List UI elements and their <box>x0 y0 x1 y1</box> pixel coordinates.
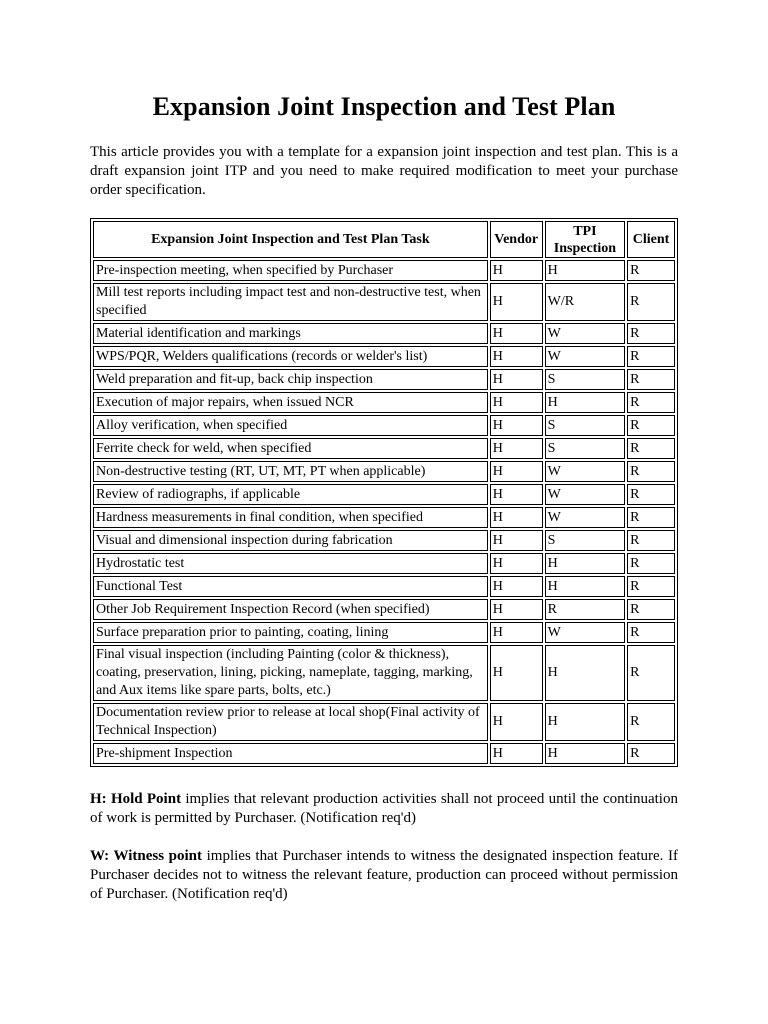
table-row <box>93 530 675 551</box>
client-cell: R <box>627 599 675 620</box>
tpi-cell: W <box>545 323 626 344</box>
table-row <box>93 484 675 505</box>
client-cell: R <box>627 283 675 321</box>
task-cell: Execution of major repairs, when issued NCR <box>93 392 488 413</box>
vendor-cell: H <box>490 438 543 459</box>
tpi-cell: H <box>545 553 626 574</box>
task-cell: WPS/PQR, Welders qualifications (records or welder's list) <box>93 346 488 367</box>
tpi-cell: H <box>545 743 626 764</box>
task-cell: Alloy verification, when specified <box>93 415 488 436</box>
table-row <box>93 622 675 643</box>
tpi-cell: W <box>545 507 626 528</box>
vendor-cell: H <box>490 461 543 482</box>
client-cell: R <box>627 622 675 643</box>
client-cell: R <box>627 743 675 764</box>
client-cell: R <box>627 703 675 741</box>
client-cell: R <box>627 507 675 528</box>
client-cell: R <box>627 484 675 505</box>
tpi-cell: S <box>545 415 626 436</box>
client-cell: R <box>627 645 675 701</box>
tpi-cell: R <box>545 599 626 620</box>
table-header-row <box>93 221 675 258</box>
client-cell: R <box>627 461 675 482</box>
vendor-cell: H <box>490 484 543 505</box>
table-row <box>93 703 675 741</box>
tpi-cell: H <box>545 392 626 413</box>
table-row <box>93 461 675 482</box>
vendor-cell: H <box>490 703 543 741</box>
table-row <box>93 507 675 528</box>
table-row <box>93 576 675 597</box>
tpi-cell: H <box>545 645 626 701</box>
intro-paragraph: This article provides you with a template for a expansion joint inspection and test plan. This is a draft expansion joint ITP and you need to make required modification to meet your purchase order specification. <box>90 144 678 198</box>
header-tpi-inspection: TPI Inspection <box>545 221 626 258</box>
header-task: Expansion Joint Inspection and Test Plan Task <box>93 221 488 258</box>
itp-table <box>90 218 678 767</box>
task-cell: Hardness measurements in final condition, when specified <box>93 507 488 528</box>
task-cell: Pre-shipment Inspection <box>93 743 488 764</box>
vendor-cell: H <box>490 553 543 574</box>
client-cell: R <box>627 415 675 436</box>
task-cell: Mill test reports including impact test and non-destructive test, when specified <box>93 283 488 321</box>
task-cell: Documentation review prior to release at local shop(Final activity of Technical Inspection) <box>93 703 488 741</box>
hold-point-definition <box>90 790 678 828</box>
vendor-cell: H <box>490 599 543 620</box>
tpi-cell: H <box>545 260 626 281</box>
tpi-cell: S <box>545 369 626 390</box>
table-row <box>93 645 675 701</box>
task-cell: Review of radiographs, if applicable <box>93 484 488 505</box>
vendor-cell: H <box>490 346 543 367</box>
vendor-cell: H <box>490 645 543 701</box>
client-cell: R <box>627 392 675 413</box>
client-cell: R <box>627 323 675 344</box>
client-cell: R <box>627 576 675 597</box>
table-row <box>93 599 675 620</box>
table-row <box>93 415 675 436</box>
vendor-cell: H <box>490 507 543 528</box>
vendor-cell: H <box>490 369 543 390</box>
task-cell: Surface preparation prior to painting, coating, lining <box>93 622 488 643</box>
task-cell: Other Job Requirement Inspection Record (when specified) <box>93 599 488 620</box>
witness-point-text: implies that Purchaser intends to witness the designated inspection feature. If Purchaser decides not to witness the relevant feature, production can proceed without permission of Purchaser. (Notification req'd) <box>90 848 679 902</box>
task-cell: Pre-inspection meeting, when specified by Purchaser <box>93 260 488 281</box>
table-row <box>93 283 675 321</box>
tpi-cell: H <box>545 576 626 597</box>
task-cell: Ferrite check for weld, when specified <box>93 438 488 459</box>
table-row <box>93 392 675 413</box>
task-cell: Functional Test <box>93 576 488 597</box>
header-vendor: Vendor <box>490 221 543 258</box>
client-cell: R <box>627 530 675 551</box>
witness-point-term: W: Witness point <box>90 848 203 864</box>
client-cell: R <box>627 260 675 281</box>
task-cell: Hydrostatic test <box>93 553 488 574</box>
client-cell: R <box>627 369 675 390</box>
tpi-cell: W <box>545 461 626 482</box>
page-title: Expansion Joint Inspection and Test Plan <box>152 92 616 121</box>
task-cell: Material identification and markings <box>93 323 488 344</box>
vendor-cell: H <box>490 392 543 413</box>
vendor-cell: H <box>490 530 543 551</box>
tpi-cell: W <box>545 484 626 505</box>
tpi-cell: W <box>545 346 626 367</box>
vendor-cell: H <box>490 323 543 344</box>
vendor-cell: H <box>490 415 543 436</box>
table-row <box>93 346 675 367</box>
task-cell: Weld preparation and fit-up, back chip inspection <box>93 369 488 390</box>
tpi-cell: S <box>545 530 626 551</box>
witness-point-definition <box>90 847 678 904</box>
tpi-cell: W/R <box>545 283 626 321</box>
task-cell: Visual and dimensional inspection during fabrication <box>93 530 488 551</box>
vendor-cell: H <box>490 622 543 643</box>
client-cell: R <box>627 553 675 574</box>
client-cell: R <box>627 438 675 459</box>
tpi-cell: S <box>545 438 626 459</box>
client-cell: R <box>627 346 675 367</box>
vendor-cell: H <box>490 576 543 597</box>
header-client: Client <box>627 221 675 258</box>
vendor-cell: H <box>490 260 543 281</box>
task-cell: Final visual inspection (including Painting (color & thickness), coating, preservation, lining, picking, nameplate, tagging, marking, and Aux items like spare parts, bolts, etc.) <box>93 645 488 701</box>
hold-point-text: implies that relevant production activities shall not proceed until the continuation of work is permitted by Purchaser. (Notification req'd) <box>90 791 678 826</box>
hold-point-term: H: Hold Point <box>90 791 182 807</box>
tpi-cell: W <box>545 622 626 643</box>
table-row <box>93 260 675 281</box>
tpi-cell: H <box>545 703 626 741</box>
vendor-cell: H <box>490 283 543 321</box>
table-row <box>93 553 675 574</box>
table-row <box>93 369 675 390</box>
vendor-cell: H <box>490 743 543 764</box>
task-cell: Non-destructive testing (RT, UT, MT, PT when applicable) <box>93 461 488 482</box>
table-row <box>93 743 675 764</box>
table-row <box>93 323 675 344</box>
table-row <box>93 438 675 459</box>
